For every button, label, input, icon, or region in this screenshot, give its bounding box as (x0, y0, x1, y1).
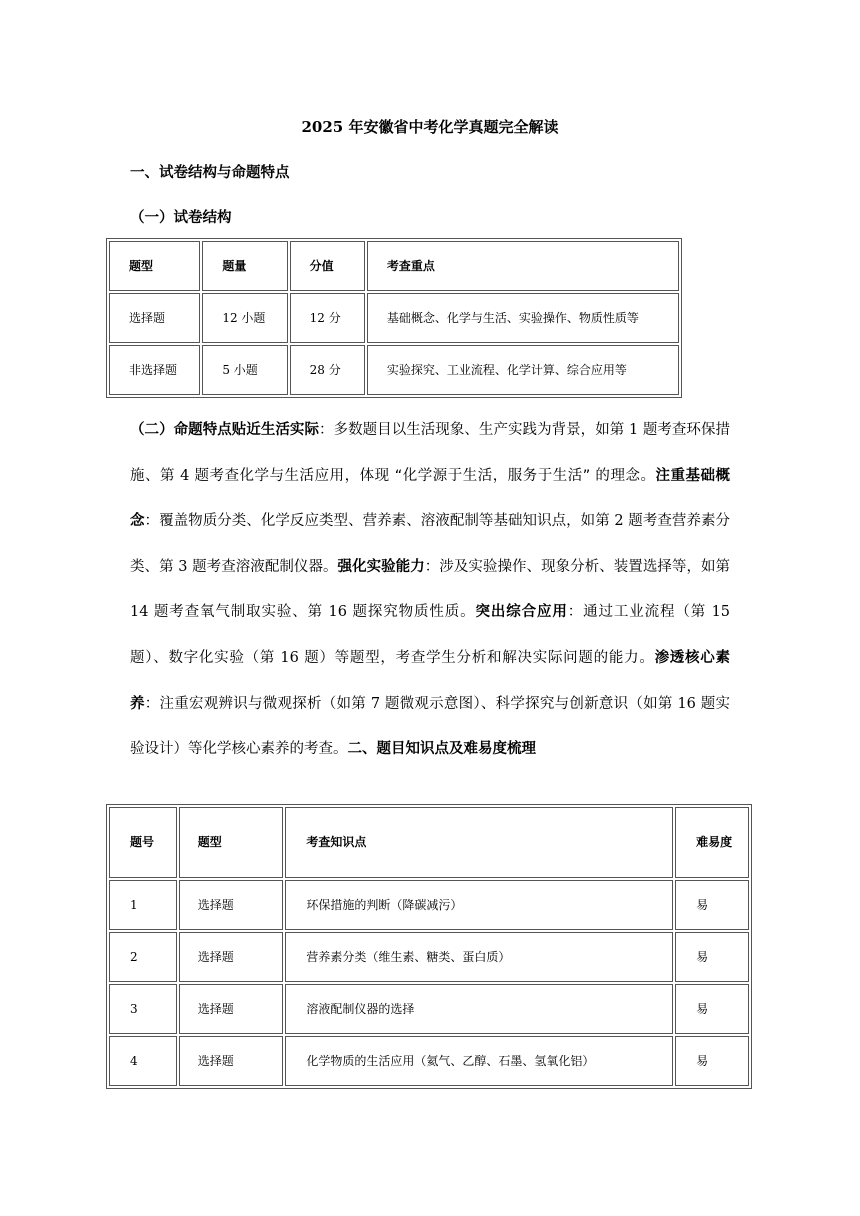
title-year: 2025 (301, 118, 344, 136)
table-header-row (109, 241, 679, 291)
text-run: ：涉及实验操作、现象分析、装置选择等，如第 (424, 558, 731, 575)
cell-focus: 基础概念、化学与生活、实验操作、物质性质等 (367, 293, 679, 343)
cell-level: 易 (675, 932, 749, 982)
text-run: 题考查氧气制取实验、第 (148, 604, 329, 621)
cell-type: 选择题 (179, 1036, 284, 1086)
exam-structure-table (106, 238, 682, 398)
table-header-row (109, 807, 749, 878)
cell-level: 易 (675, 880, 749, 930)
cell-point: 溶液配制仪器的选择 (285, 984, 673, 1034)
question-number: 16 (328, 604, 347, 621)
text-run: ：多数题目以生活现象、生产实践为背景，如第 (319, 422, 629, 438)
table-row (109, 984, 749, 1034)
count-number: 5 (222, 362, 230, 377)
page-title (0, 116, 860, 138)
text-run: 题考查溶液配制仪器。 (187, 558, 338, 575)
section-heading-1: 一、试卷结构与命题特点 (130, 165, 290, 181)
question-number: 1 (628, 422, 639, 438)
header-cell-level: 难易度 (675, 807, 749, 878)
count-number: 12 (222, 310, 238, 325)
knowledge-points-table (106, 804, 752, 1089)
score-number: 12 (309, 310, 325, 325)
question-number: 2 (614, 513, 624, 530)
header-cell-type: 题型 (109, 241, 200, 291)
header-cell-score: 分值 (290, 241, 365, 291)
text-run: 题探究物质性质。 (346, 604, 476, 621)
feature-heading-literacy: 渗透核心素养 (130, 649, 731, 712)
cell-type: 选择题 (179, 880, 284, 930)
cell-number: 3 (109, 984, 177, 1034)
score-number: 28 (309, 362, 325, 377)
header-cell-number: 题号 (109, 807, 177, 878)
cell-type: 选择题 (179, 984, 284, 1034)
cell-focus: 实验探究、工业流程、化学计算、综合应用等 (367, 345, 679, 395)
cell-type: 选择题 (109, 293, 200, 343)
features-paragraph (130, 408, 730, 773)
text-run: 题考查化学与生活应用，体现 “化学源于生活，服务于生活” 的理念。 (189, 467, 656, 484)
table-row (109, 1036, 749, 1086)
table-row (109, 880, 749, 930)
table-row (109, 932, 749, 982)
score-unit: 分 (328, 362, 341, 377)
text-run: ：覆盖物质分类、化学反应类型、营养素、溶液配制等基础知识点，如第 (144, 513, 615, 530)
section-heading-2: 二、题目知识点及难易度梳理 (347, 741, 536, 758)
text-run: 题实验设计）等化学核心素养的考查。 (130, 695, 731, 758)
cell-number: 4 (109, 1036, 177, 1086)
question-number: 7 (370, 695, 381, 712)
cell-level: 易 (675, 984, 749, 1034)
text-run: 题）等题型，考查学生分析和解决实际问题的能力。 (298, 649, 655, 666)
text-run: 题微观示意图）、科学探究与创新意识（如第 (380, 695, 678, 712)
count-unit: 小题 (233, 362, 258, 377)
header-cell-type: 题型 (179, 807, 284, 878)
text-run: 题）、数字化实验（第 (130, 649, 281, 666)
title-text: 年安徽省中考化学真题完全解读 (348, 118, 559, 136)
header-cell-count: 题量 (202, 241, 287, 291)
question-number: 16 (280, 649, 299, 666)
feature-heading-basics: 注重基础概念 (130, 467, 730, 530)
table-row (109, 293, 679, 343)
feature-heading-integration: 突出综合应用 (475, 604, 568, 621)
score-unit: 分 (328, 310, 341, 325)
subsection-heading-structure: （一）试卷结构 (130, 210, 232, 226)
cell-type: 非选择题 (109, 345, 200, 395)
cell-number: 2 (109, 932, 177, 982)
feature-heading-life: （二）命题特点贴近生活实际 (130, 422, 319, 438)
text-run: 题考查营养素分类、第 (130, 513, 731, 575)
cell-count (202, 345, 287, 395)
question-number: 3 (178, 558, 188, 575)
text-run: ：通过工业流程（第 (567, 604, 712, 621)
feature-heading-experiment: 强化实验能力 (337, 558, 425, 575)
count-unit: 小题 (241, 310, 266, 325)
table-row (109, 345, 679, 395)
question-number: 16 (677, 695, 696, 712)
cell-point: 营养素分类（维生素、糖类、蛋白质） (285, 932, 673, 982)
cell-level: 易 (675, 1036, 749, 1086)
cell-point: 化学物质的生活应用（氦气、乙醇、石墨、氢氧化铝） (285, 1036, 673, 1086)
header-cell-point: 考查知识点 (285, 807, 673, 878)
question-number: 4 (180, 467, 190, 484)
question-number: 15 (711, 604, 731, 621)
cell-point: 环保措施的判断（降碳减污） (285, 880, 673, 930)
text-run: 题考查环保措施、第 (130, 422, 731, 484)
question-number: 14 (130, 604, 149, 621)
cell-score (290, 345, 365, 395)
text-run: ：注重宏观辨识与微观探析（如第 (144, 695, 371, 712)
cell-score (290, 293, 365, 343)
cell-number: 1 (109, 880, 177, 930)
cell-count (202, 293, 287, 343)
cell-type: 选择题 (179, 932, 284, 982)
header-cell-focus: 考查重点 (367, 241, 679, 291)
